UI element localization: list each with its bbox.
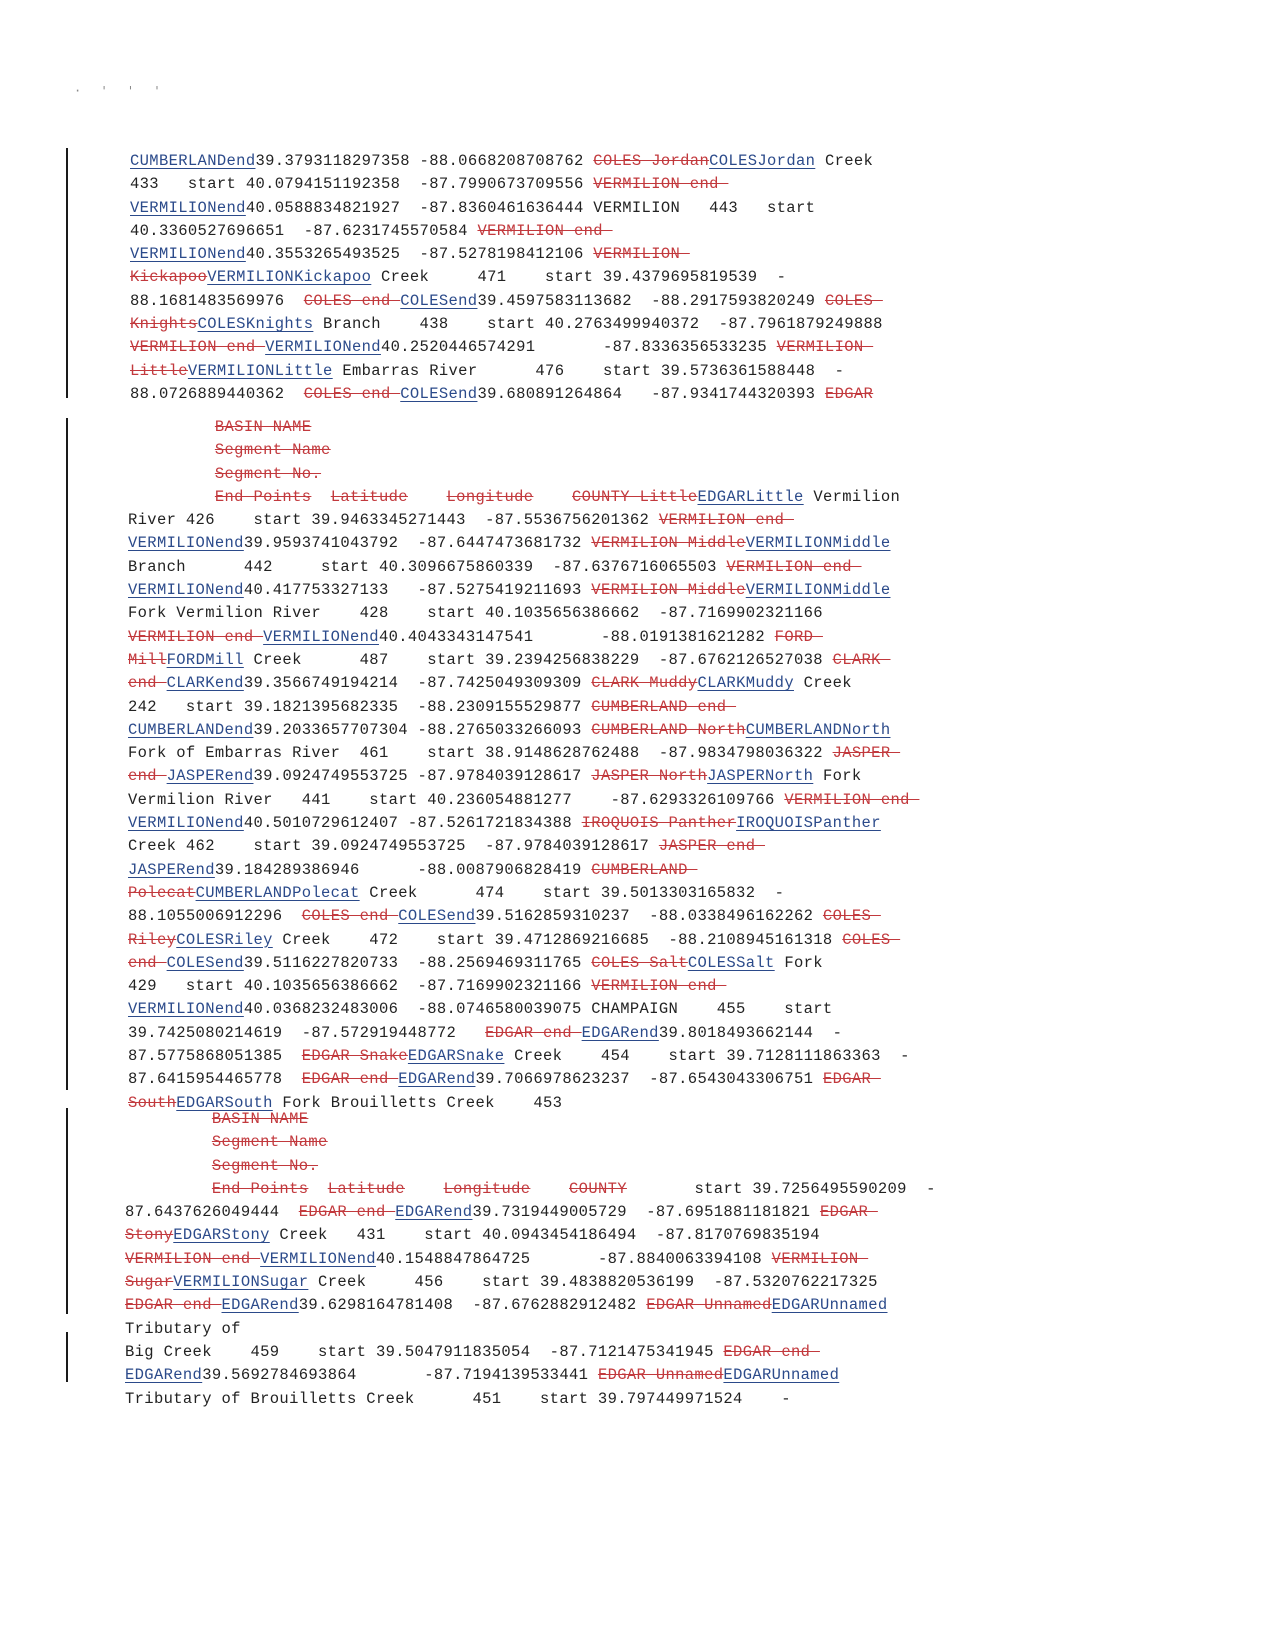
deleted-text: CLARK Muddy [591, 674, 698, 693]
text-line [125, 1364, 936, 1387]
deleted-text: VERMILION end [658, 511, 794, 530]
inserted-text: CLARKMuddy [697, 674, 794, 693]
inserted-text: FORDMill [166, 650, 244, 669]
deleted-text: Longitude [443, 1179, 531, 1198]
deleted-text: end [128, 767, 167, 786]
plain-text: 88.1681483569976 [130, 291, 304, 310]
text-line [125, 1341, 936, 1364]
inserted-text: VERMILIONend [260, 1249, 376, 1268]
inserted-text: EDGARend [395, 1203, 473, 1222]
plain-text: Creek 456 start 39.4838820536199 -87.5320762217325 [308, 1273, 878, 1292]
inserted-text: VERMILIONend [130, 245, 246, 264]
deleted-text: COLES Salt [591, 953, 688, 972]
plain-text: Creek [793, 674, 852, 693]
text-line [128, 579, 919, 602]
deleted-text: COLES [824, 291, 883, 310]
text-line [125, 1318, 936, 1341]
text-line [128, 626, 919, 649]
text-line [125, 1131, 936, 1154]
text-line [128, 696, 919, 719]
text-line [128, 952, 919, 975]
plain-text: 39.4597583113682 -88.2917593820249 [477, 291, 825, 310]
deleted-text: VERMILION end [591, 977, 727, 996]
plain-text: Big Creek 459 start 39.5047911835054 -87.7121475341945 [125, 1342, 724, 1361]
text-line [130, 243, 883, 266]
text-line [130, 220, 883, 243]
deleted-text: COLES [842, 930, 901, 949]
plain-text: Creek 474 start 39.5013303165832 - [359, 883, 785, 902]
deleted-text: Latitude [330, 487, 408, 506]
plain-text: 87.6415954465778 [128, 1070, 302, 1089]
deleted-text: IROQUOIS Panther [581, 814, 737, 833]
plain-text: 40.5010729612407 -87.5261721834388 [243, 814, 582, 833]
text-line [128, 532, 919, 555]
deleted-text: EDGAR Snake [301, 1047, 408, 1066]
plain-text: 87.6437626049444 [125, 1203, 299, 1222]
deleted-text: CUMBERLAND end [591, 697, 737, 716]
deleted-text: COLES Jordan [593, 152, 710, 170]
text-line [130, 383, 883, 406]
plain-text: Tributary of [125, 1319, 241, 1338]
deleted-text: VERMILION end [477, 221, 613, 240]
plain-text: 40.1548847864725 -87.8840063394108 [375, 1249, 772, 1268]
deleted-text: COLES end [303, 384, 401, 403]
deleted-text: Kickapoo [130, 268, 208, 287]
inserted-text: VERMILIONMiddle [745, 581, 891, 600]
plain-text: 39.680891264864 -87.9341744320393 [477, 384, 825, 403]
text-line [130, 336, 883, 359]
plain-text: Creek [815, 152, 874, 170]
deleted-text: VERMILION Middle [591, 534, 746, 553]
deleted-text: South [128, 1093, 177, 1112]
plain-text [308, 1180, 327, 1198]
deleted-text: EDGAR [822, 1070, 881, 1089]
plain-text: 39.2033657707304 -88.2765033266093 [253, 720, 592, 739]
plain-text: 40.0588834821927 -87.8360461636444 VERMILION 443 start [245, 198, 816, 217]
text-line [128, 975, 919, 998]
plain-text [125, 1133, 212, 1151]
deleted-text: COUNTY Little [572, 487, 698, 506]
plain-text: 88.1055006912296 [128, 907, 302, 926]
text-line [125, 1155, 936, 1178]
deleted-text: Segment Name [214, 441, 331, 460]
deleted-text: VERMILION end [128, 627, 264, 646]
inserted-text: VERMILIONend [128, 534, 244, 553]
inserted-text: EDGARSouth [176, 1093, 273, 1112]
deleted-text: BASIN NAME [214, 418, 312, 436]
deleted-text: EDGAR end [723, 1342, 820, 1361]
deleted-text: CLARK [832, 650, 891, 669]
inserted-text: VERMILIONend [128, 814, 244, 833]
plain-text: 39.8018493662144 - [658, 1023, 843, 1042]
plain-text: Vermilion River 441 start 40.236054881277 -87.6293326109766 [128, 790, 785, 809]
plain-text: start 39.7256495590209 - [626, 1179, 936, 1198]
inserted-text: VERMILIONend [263, 627, 379, 646]
deleted-text: Sugar [125, 1273, 174, 1292]
plain-text: Fork [774, 953, 823, 972]
inserted-text: COLESend [398, 907, 476, 926]
inserted-text: EDGARend [581, 1023, 659, 1042]
inserted-text: JASPERNorth [707, 767, 814, 786]
text-line [128, 509, 919, 532]
plain-text [408, 488, 447, 506]
deleted-text: EDGAR [819, 1203, 878, 1222]
deleted-text: EDGAR end [301, 1070, 399, 1089]
plain-text: Fork [813, 767, 862, 786]
plain-text: 39.7066978623237 -87.6543043306751 [475, 1070, 823, 1089]
text-line [128, 882, 919, 905]
inserted-text: COLESRiley [176, 930, 273, 949]
change-bar [66, 1108, 68, 1314]
deleted-text: EDGAR Unnamed [597, 1366, 724, 1385]
plain-text [125, 1110, 212, 1128]
plain-text: 40.2520446574291 -87.8336356533235 [380, 338, 777, 357]
deleted-text: VERMILION Middle [591, 581, 746, 600]
plain-text [530, 1180, 569, 1198]
text-line [128, 742, 919, 765]
inserted-text: COLESend [166, 953, 244, 972]
inserted-text: VERMILIONMiddle [745, 534, 891, 553]
inserted-text: CUMBERLANDNorth [745, 720, 891, 739]
inserted-text: COLESend [400, 291, 478, 310]
deleted-text: BASIN NAME [211, 1110, 309, 1128]
text-line [128, 998, 919, 1021]
plain-text: Creek 454 start 39.7128111863363 - [504, 1047, 910, 1066]
deleted-text: EDGAR Unnamed [646, 1296, 772, 1315]
text-line [128, 859, 919, 882]
inserted-text: COLESKnights [197, 315, 314, 334]
deleted-text: VERMILION [776, 338, 874, 357]
plain-text [128, 465, 215, 483]
text-line [128, 835, 919, 858]
plain-text: Creek 472 start 39.4712869216685 -88.2108945161318 [272, 930, 843, 949]
deleted-text: EDGAR end [485, 1023, 582, 1042]
deleted-text: CUMBERLAND North [591, 720, 746, 739]
text-line [125, 1108, 936, 1131]
deleted-text: EDGAR end [298, 1203, 396, 1222]
inserted-text: VERMILIONend [130, 198, 246, 217]
plain-text [311, 488, 330, 506]
text-line [128, 929, 919, 952]
deleted-text: JASPER end [658, 837, 766, 856]
inserted-text: CUMBERLANDPolecat [195, 883, 360, 902]
inserted-text: VERMILIONend [128, 581, 244, 600]
text-line [128, 1068, 919, 1091]
text-line [130, 197, 883, 220]
inserted-text: EDGARend [398, 1070, 476, 1089]
plain-text: 39.5692784693864 -87.7194139533441 [202, 1366, 598, 1385]
deleted-text: Knights [130, 315, 198, 334]
inserted-text: EDGARStony [173, 1226, 270, 1245]
scan-specks: · ' ' ' [74, 84, 167, 98]
text-line [128, 812, 919, 835]
deleted-text: Polecat [128, 883, 196, 902]
inserted-text: EDGARend [221, 1296, 299, 1315]
inserted-text: EDGARUnnamed [723, 1366, 840, 1385]
inserted-text: COLESend [400, 384, 478, 403]
text-line [125, 1224, 936, 1247]
plain-text: 39.9593741043792 -87.6447473681732 [243, 534, 592, 553]
text-line [128, 905, 919, 928]
deleted-text: Little [130, 361, 188, 380]
text-block-3 [125, 1108, 936, 1411]
plain-text: 39.5162859310237 -88.0338496162262 [475, 907, 823, 926]
plain-text: Creek 471 start 39.4379695819539 - [371, 268, 787, 287]
plain-text: 40.4043343147541 -88.0191381621282 [378, 627, 775, 646]
text-line [130, 173, 883, 196]
change-bar [66, 418, 68, 1090]
inserted-text: CUMBERLANDend [130, 152, 256, 170]
text-line [128, 416, 919, 439]
plain-text: 40.3553265493525 -87.5278198412106 [245, 245, 594, 264]
deleted-text: JASPER [832, 744, 901, 763]
plain-text: 242 start 39.1821395682335 -88.2309155529877 [128, 697, 592, 716]
text-line [128, 439, 919, 462]
deleted-text: VERMILION end [125, 1249, 261, 1268]
inserted-text: EDGARLittle [697, 487, 804, 506]
text-line [128, 1022, 919, 1045]
inserted-text: VERMILIONSugar [173, 1273, 309, 1292]
plain-text [405, 1180, 444, 1198]
plain-text: Creek 462 start 39.0924749553725 -87.9784039128617 [128, 837, 659, 856]
text-line [128, 463, 919, 486]
plain-text: 87.5775868051385 [128, 1047, 302, 1066]
deleted-text: JASPER North [591, 767, 708, 786]
deleted-text: Stony [125, 1226, 174, 1245]
deleted-text: COLES end [301, 907, 399, 926]
inserted-text: CUMBERLANDend [128, 720, 254, 739]
deleted-text: Latitude [327, 1179, 405, 1198]
inserted-text: EDGARUnnamed [771, 1296, 888, 1315]
text-line [125, 1178, 936, 1201]
deleted-text: end [128, 953, 167, 972]
text-line [128, 556, 919, 579]
plain-text: Branch 438 start 40.2763499940372 -87.7961879249888 [313, 315, 883, 334]
text-line [130, 360, 883, 383]
inserted-text: IROQUOISPanther [736, 814, 881, 833]
plain-text: Tributary of Brouilletts Creek 451 start 39.797449971524 - [125, 1389, 791, 1408]
plain-text [128, 488, 215, 506]
deleted-text: Segment Name [211, 1133, 328, 1152]
plain-text: Fork Brouilletts Creek 453 [272, 1093, 563, 1112]
plain-text: 40.0368232483006 -88.0746580039075 CHAMPAIGN 455 start [243, 1000, 833, 1019]
deleted-text: Longitude [446, 487, 534, 506]
plain-text: Creek 431 start 40.0943454186494 -87.8170769835194 [269, 1226, 820, 1245]
inserted-text: VERMILIONend [128, 1000, 244, 1019]
deleted-text: EDGAR end [125, 1296, 222, 1315]
inserted-text: VERMILIONKickapoo [207, 268, 372, 287]
deleted-text: COLES end [303, 291, 401, 310]
deleted-text: Segment No. [214, 464, 322, 483]
text-line [125, 1271, 936, 1294]
plain-text [128, 441, 215, 459]
inserted-text: CLARKend [166, 674, 244, 693]
deleted-text: End Points [211, 1179, 309, 1198]
deleted-text: VERMILION end [784, 790, 920, 809]
plain-text: 39.5116227820733 -88.2569469311765 [243, 953, 592, 972]
deleted-text: EDGAR [824, 384, 874, 403]
deleted-text: COUNTY [569, 1179, 627, 1198]
plain-text: 39.7425080214619 -87.572919448772 [128, 1023, 486, 1042]
plain-text: 433 start 40.0794151192358 -87.7990673709556 [130, 175, 594, 194]
plain-text: 40.3360527696651 -87.6231745570584 [130, 221, 478, 240]
deleted-text: Mill [128, 650, 167, 669]
plain-text [125, 1180, 212, 1198]
plain-text: 39.3793118297358 -88.0668208708762 [255, 152, 594, 170]
deleted-text: VERMILION [593, 245, 690, 264]
deleted-text: End Points [214, 487, 312, 506]
text-line [125, 1294, 936, 1317]
text-line [128, 602, 919, 625]
plain-text: 39.184289386946 -88.0087906828419 [214, 860, 592, 879]
plain-text [533, 488, 572, 506]
deleted-text: COLES [822, 907, 881, 926]
inserted-text: EDGARSnake [407, 1047, 505, 1066]
change-bar [66, 1332, 68, 1382]
text-line [128, 765, 919, 788]
plain-text: 429 start 40.1035656386662 -87.7169902321166 [128, 977, 592, 996]
plain-text: 39.0924749553725 -87.9784039128617 [253, 767, 592, 786]
plain-text: 40.417753327133 -87.5275419211693 [243, 581, 592, 600]
plain-text [128, 418, 215, 436]
text-line [128, 486, 919, 509]
plain-text: Fork Vermilion River 428 start 40.1035656386662 -87.7169902321166 [128, 604, 823, 623]
text-line [130, 290, 883, 313]
deleted-text: Segment No. [211, 1156, 319, 1175]
plain-text: Creek 487 start 39.2394256838229 -87.6762126527038 [243, 650, 833, 669]
inserted-text: VERMILIONLittle [187, 361, 333, 380]
plain-text: 39.6298164781408 -87.6762882912482 [298, 1296, 647, 1315]
text-line [128, 719, 919, 742]
plain-text: Fork of Embarras River 461 start 38.9148628762488 -87.9834798036322 [128, 744, 833, 763]
text-line [128, 789, 919, 812]
plain-text: Vermilion [803, 487, 901, 506]
plain-text [125, 1157, 212, 1175]
plain-text: Embarras River 476 start 39.5736361588448 - [332, 361, 845, 380]
text-line [128, 649, 919, 672]
deleted-text: end [128, 674, 167, 693]
text-line [128, 672, 919, 695]
text-block-1 [130, 150, 883, 406]
text-line [130, 150, 883, 173]
inserted-text: JASPERend [128, 860, 215, 879]
text-block-2 [128, 416, 919, 1115]
inserted-text: JASPERend [166, 767, 254, 786]
text-line [130, 313, 883, 336]
change-bar [66, 148, 68, 398]
inserted-text: COLESSalt [687, 953, 775, 972]
plain-text: 39.3566749194214 -87.7425049309309 [243, 674, 592, 693]
plain-text: 39.7319449005729 -87.6951881181821 [472, 1203, 820, 1222]
text-line [125, 1201, 936, 1224]
deleted-text: VERMILION end [726, 557, 862, 576]
deleted-text: FORD [774, 627, 823, 646]
plain-text: River 426 start 39.9463345271443 -87.5536756201362 [128, 511, 659, 530]
plain-text: 88.0726889440362 [130, 384, 304, 403]
deleted-text: VERMILION [771, 1249, 869, 1268]
text-line [125, 1248, 936, 1271]
text-line [130, 266, 883, 289]
inserted-text: VERMILIONend [265, 338, 381, 357]
plain-text: Branch 442 start 40.3096675860339 -87.6376716065503 [128, 557, 727, 576]
deleted-text: Riley [128, 930, 177, 949]
deleted-text: VERMILION end [130, 338, 266, 357]
deleted-text: CUMBERLAND [591, 860, 698, 879]
text-line [128, 1045, 919, 1068]
deleted-text: VERMILION end [593, 175, 729, 194]
inserted-text: COLESJordan [709, 152, 816, 170]
inserted-text: EDGARend [125, 1366, 203, 1385]
text-line [125, 1388, 936, 1411]
